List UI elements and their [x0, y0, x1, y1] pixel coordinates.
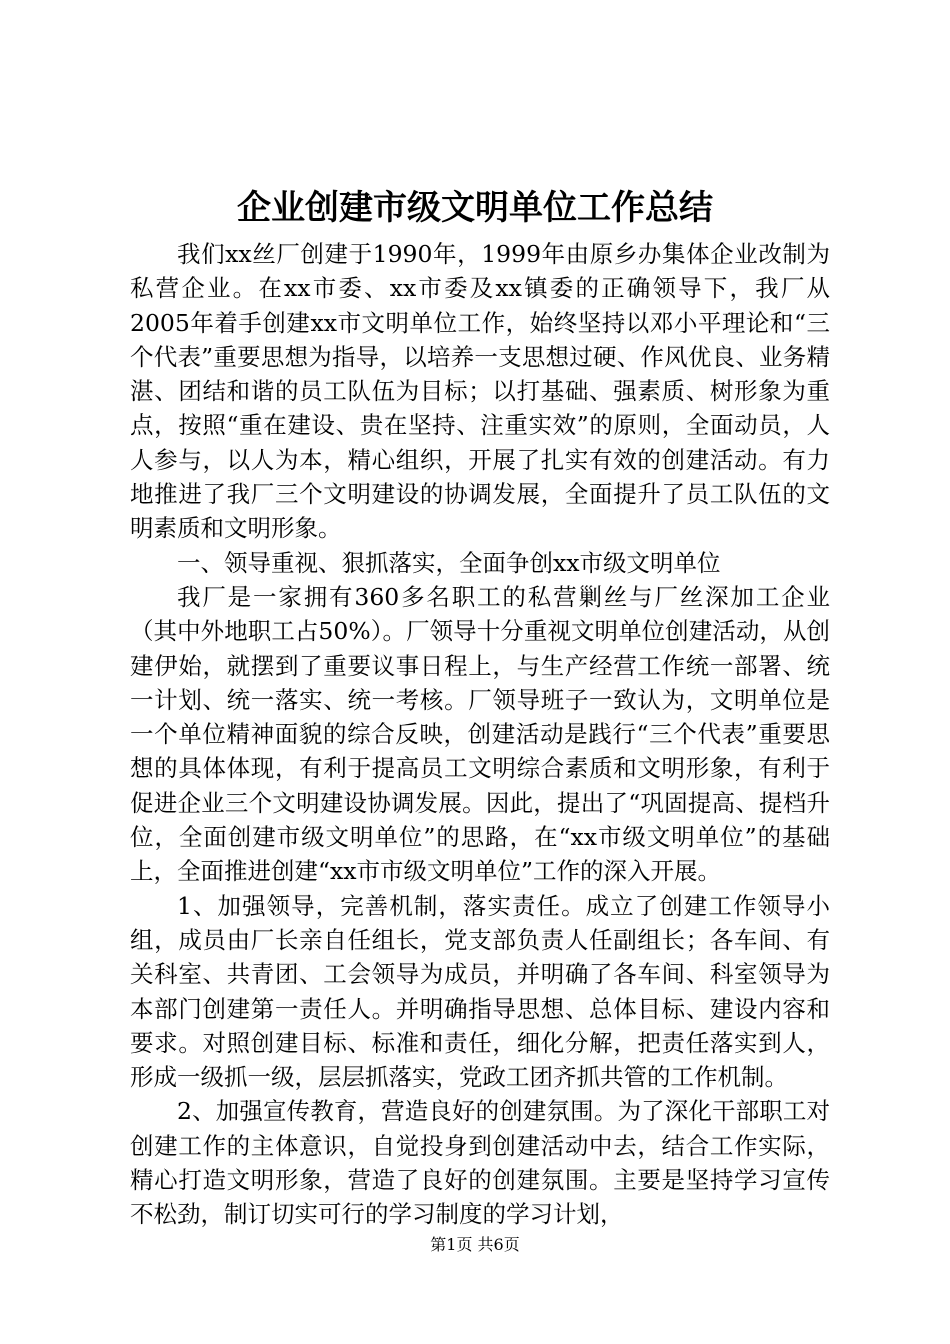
- paragraph-intro: 我们xx丝厂创建于1990年，1999年由原乡办集体企业改制为私营企业。在xx市委、xx市委及xx镇委的正确领导下，我厂从2005年着手创建xx市文明单位工作，始终坚持以邓小平理论和“三个代表”重要思想为指导，以培养一支思想过硬、作风优良、业务精湛、团结和谐的员工队伍为目标；以打基础、强素质、树形象为重点，按照“重在建设、贵在坚持、注重实效”的原则，全面动员，人人参与，以人为本，精心组织，开展了扎实有效的创建活动。有力地推进了我厂三个文明建设的协调发展，全面提升了员工队伍的文明素质和文明形象。: [130, 240, 830, 543]
- paragraph-item-2: 2、加强宣传教育，营造良好的创建氛围。为了深化干部职工对创建工作的主体意识，自觉投身到创建活动中去，结合工作实际，精心打造文明形象，营造了良好的创建氛围。主要是坚持学习宣传不松劲，制订切实可行的学习制度的学习计划，: [130, 1097, 830, 1229]
- section-heading: 一、领导重视、狠抓落实，全面争创xx市级文明单位: [177, 548, 721, 577]
- document-body: [130, 237, 830, 1232]
- paragraph-item-1: 1、加强领导，完善机制，落实责任。成立了创建工作领导小组，成员由厂长亲自任组长，党支部负责人任副组长；各车间、有关科室、共青团、工会领导为成员，并明确了各车间、科室领导为本部门创建第一责任人。并明确指导思想、总体目标、建设内容和要求。对照创建目标、标准和责任，细化分解，把责任落实到人，形成一级抓一级，层层抓落实，党政工团齐抓共管的工作机制。: [130, 891, 830, 1092]
- paragraph-leadership: 我厂是一家拥有360多名职工的私营剿丝与厂丝深加工企业（其中外地职工占50%）。厂领导十分重视文明单位创建活动，从创建伊始，就摆到了重要议事日程上，与生产经营工作统一部署、统一计划、统一落实、统一考核。厂领导班子一致认为，文明单位是一个单位精神面貌的综合反映，创建活动是践行“三个代表”重要思想的具体体现，有利于提高员工文明综合素质和文明形象，有利于促进企业三个文明建设协调发展。因此，提出了“巩固提高、提档升位，全面创建市级文明单位”的思路，在“xx市级文明单位”的基础上，全面推进创建“xx市市级文明单位”工作的深入开展。: [130, 582, 830, 886]
- document-title: 企业创建市级文明单位工作总结: [237, 188, 713, 228]
- page-number-footer: 第1页 共6页: [430, 1235, 520, 1254]
